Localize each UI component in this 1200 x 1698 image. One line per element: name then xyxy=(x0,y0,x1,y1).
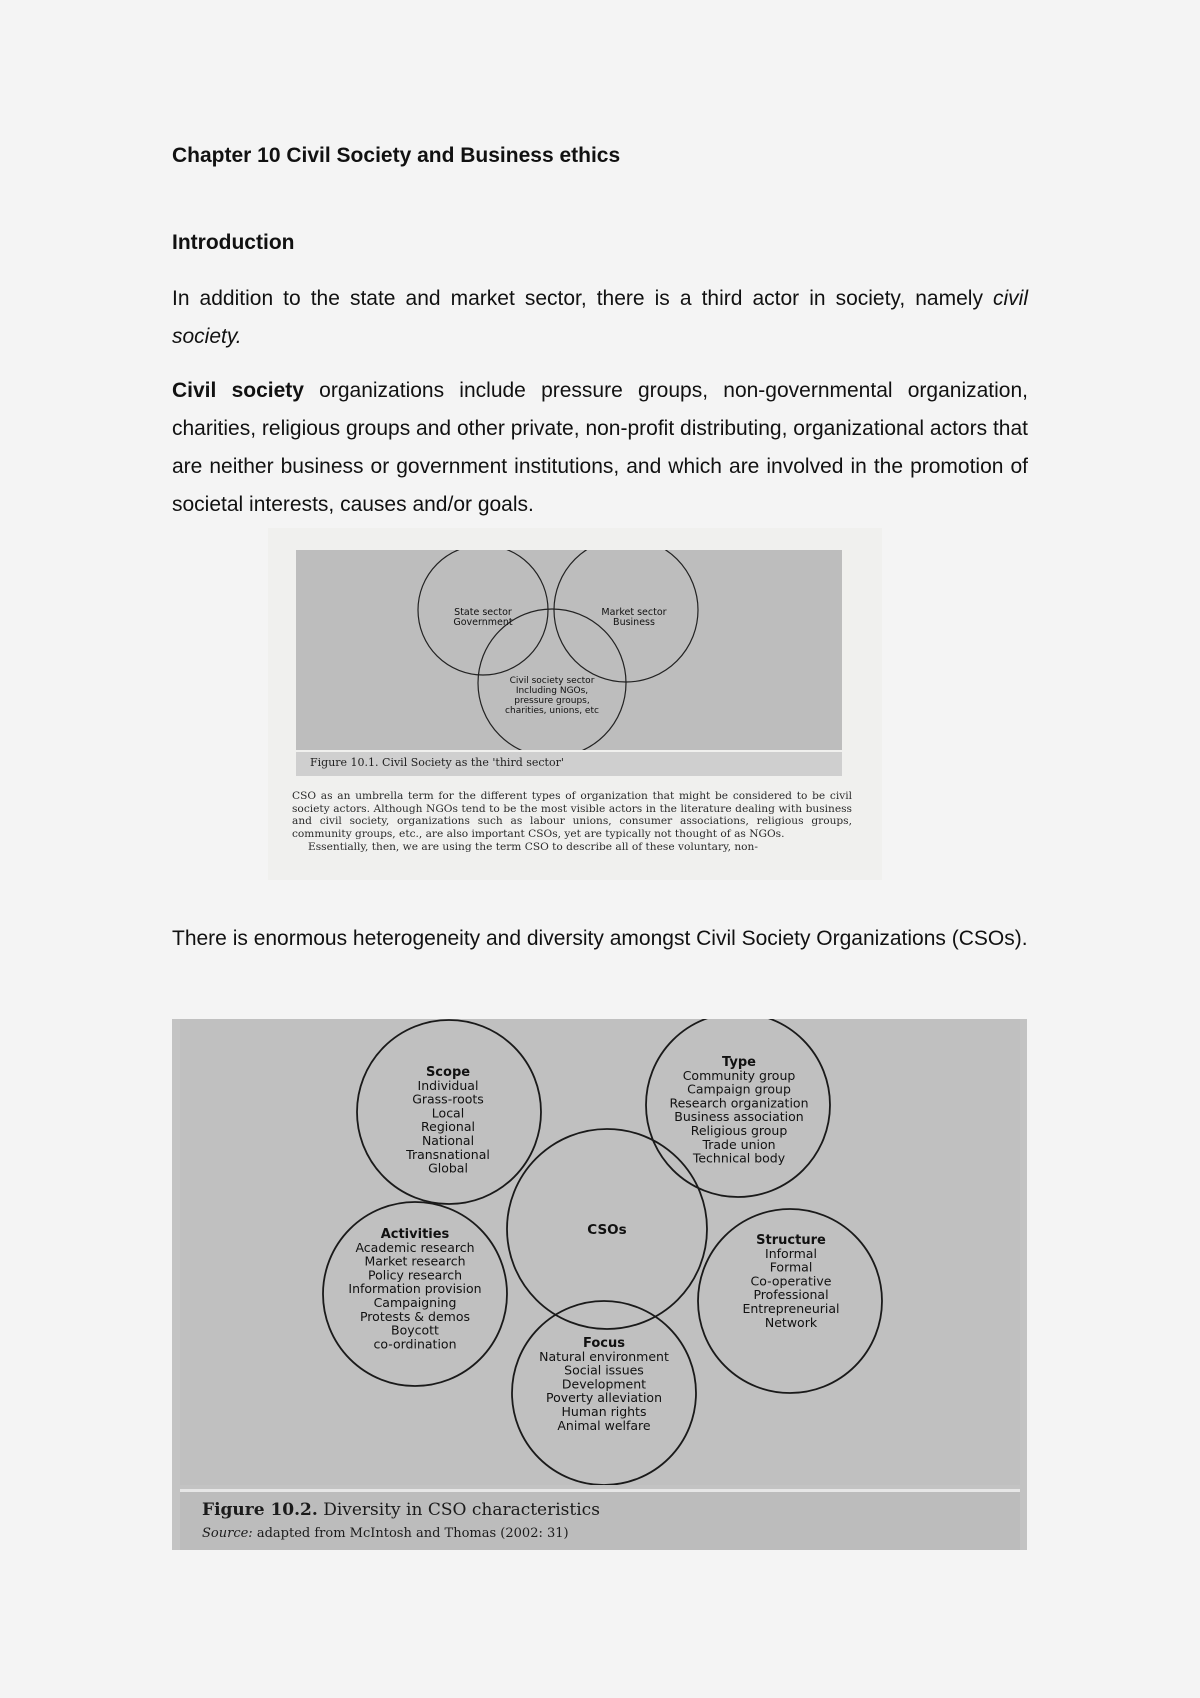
figure-10-2-source-text: adapted from McIntosh and Thomas (2002: 31) xyxy=(252,1526,569,1541)
state-sector-sub: Government xyxy=(453,617,513,628)
paragraph-intro-emphasis: civil society. xyxy=(172,287,1028,348)
figure-10-2-title-text: Diversity in CSO characteristics xyxy=(317,1500,600,1520)
focus-item: Poverty alleviation xyxy=(545,1390,663,1406)
type-item: Community group xyxy=(682,1067,796,1083)
activities-item: Boycott xyxy=(391,1322,439,1338)
focus-item: Natural environment xyxy=(539,1348,669,1364)
civil-sector-line-4: charities, unions, etc xyxy=(505,706,599,716)
figure-10-2-scan xyxy=(172,1019,1027,1550)
figure-10-1-body-para-2: Essentially, then, we are using the term CSO to describe all of these voluntary, non- xyxy=(308,841,758,854)
scope-heading: Scope xyxy=(425,1065,471,1080)
scope-item: National xyxy=(421,1133,475,1148)
activities-item: Protests & demos xyxy=(359,1308,471,1324)
structure-item: Informal xyxy=(765,1245,817,1261)
civil-sector-line-3: pressure groups, xyxy=(514,696,590,706)
type-item: Research organization xyxy=(669,1095,809,1111)
cso-diagram xyxy=(180,1019,1020,1485)
figure-10-1-scan xyxy=(268,528,882,880)
paragraph-civil-society-text: organizations include pressure groups, non-governmental organization, charities, religious groups and other private, non-profit distributing, organizational actors that are neither business or government institutions, and which are involved in the promotion of societal interests, causes and/or goals. xyxy=(172,379,1029,516)
structure-item: Entrepreneurial xyxy=(742,1301,840,1316)
structure-item: Co-operative xyxy=(750,1273,832,1289)
figure-10-1-body-text xyxy=(292,790,852,854)
venn-diagram-panel xyxy=(296,550,842,750)
type-heading: Type xyxy=(722,1055,756,1070)
scope-item: Individual xyxy=(417,1077,479,1093)
activities-item: Academic research xyxy=(355,1239,475,1255)
structure-item: Network xyxy=(764,1314,818,1330)
type-item: Business association xyxy=(674,1109,804,1125)
type-item: Technical body xyxy=(692,1150,786,1166)
scope-item: Global xyxy=(428,1160,468,1176)
paragraph-civil-society xyxy=(172,372,1028,524)
type-item: Religious group xyxy=(690,1123,788,1138)
paragraph-heterogeneity xyxy=(172,920,1028,958)
figure-10-1-caption-bar xyxy=(296,750,842,776)
csos-center-label: CSOs xyxy=(587,1222,627,1238)
focus-item: Development xyxy=(561,1376,647,1392)
civil-sector-label: Civil society sector xyxy=(509,676,595,686)
structure-item: Professional xyxy=(753,1287,829,1303)
cso-diagram-labels xyxy=(348,1055,839,1433)
market-sector-sub: Business xyxy=(613,617,655,628)
focus-item: Animal welfare xyxy=(557,1417,651,1433)
venn-diagram xyxy=(296,550,842,750)
cso-diagram-panel xyxy=(180,1019,1020,1485)
intro-heading: Introduction xyxy=(172,231,295,254)
type-item: Trade union xyxy=(702,1136,776,1152)
chapter-title: Chapter 10 Civil Society and Business ethics xyxy=(172,144,621,167)
scope-item: Regional xyxy=(421,1119,475,1135)
paragraph-intro-text: In addition to the state and market sector, there is a third actor in society, namely xyxy=(172,287,993,310)
activities-item: Information provision xyxy=(348,1281,482,1297)
scope-item: Transnational xyxy=(406,1146,490,1162)
figure-10-1-body-para-1: CSO as an umbrella term for the different types of organization that might be considered to be civil society actors. Although NGOs tend to be the most visible actors in the literature dealing with business and civil society, organizations such as labour unions, consumer associations, religious groups, community groups, etc., are also important CSOs, yet are typically not thought of as NGOs. xyxy=(292,790,852,840)
paragraph-heterogeneity-text: There is enormous heterogeneity and diversity amongst Civil Society Organizations (CSOs). xyxy=(172,927,1028,950)
state-sector-label: State sector xyxy=(454,607,512,618)
figure-10-1-caption: Figure 10.1. Civil Society as the 'third sector' xyxy=(310,756,564,769)
structure-heading: Structure xyxy=(756,1233,826,1248)
activities-item: Campaigning xyxy=(373,1295,457,1310)
paragraph-intro xyxy=(172,280,1028,356)
market-sector-label: Market sector xyxy=(601,607,667,618)
activities-heading: Activities xyxy=(380,1227,450,1242)
figure-10-2-source-label: Source: xyxy=(202,1526,253,1541)
scope-item: Grass-roots xyxy=(412,1091,484,1107)
focus-item: Social issues xyxy=(564,1362,644,1378)
type-item: Campaign group xyxy=(687,1081,791,1097)
figure-10-2-title xyxy=(202,1500,600,1520)
scope-item: Local xyxy=(431,1105,465,1121)
paragraph-civil-society-term: Civil society xyxy=(172,379,304,402)
figure-10-2-label: Figure 10.2. xyxy=(202,1500,318,1520)
activities-item: Policy research xyxy=(367,1267,463,1283)
activities-item: co-ordination xyxy=(373,1336,457,1352)
civil-sector-line-2: Including NGOs, xyxy=(515,686,589,696)
activities-item: Market research xyxy=(364,1253,466,1269)
focus-item: Human rights xyxy=(561,1404,647,1419)
focus-heading: Focus xyxy=(583,1336,625,1351)
structure-item: Formal xyxy=(769,1259,813,1275)
figure-10-2-source xyxy=(202,1526,569,1541)
figure-10-2-caption xyxy=(180,1489,1020,1550)
